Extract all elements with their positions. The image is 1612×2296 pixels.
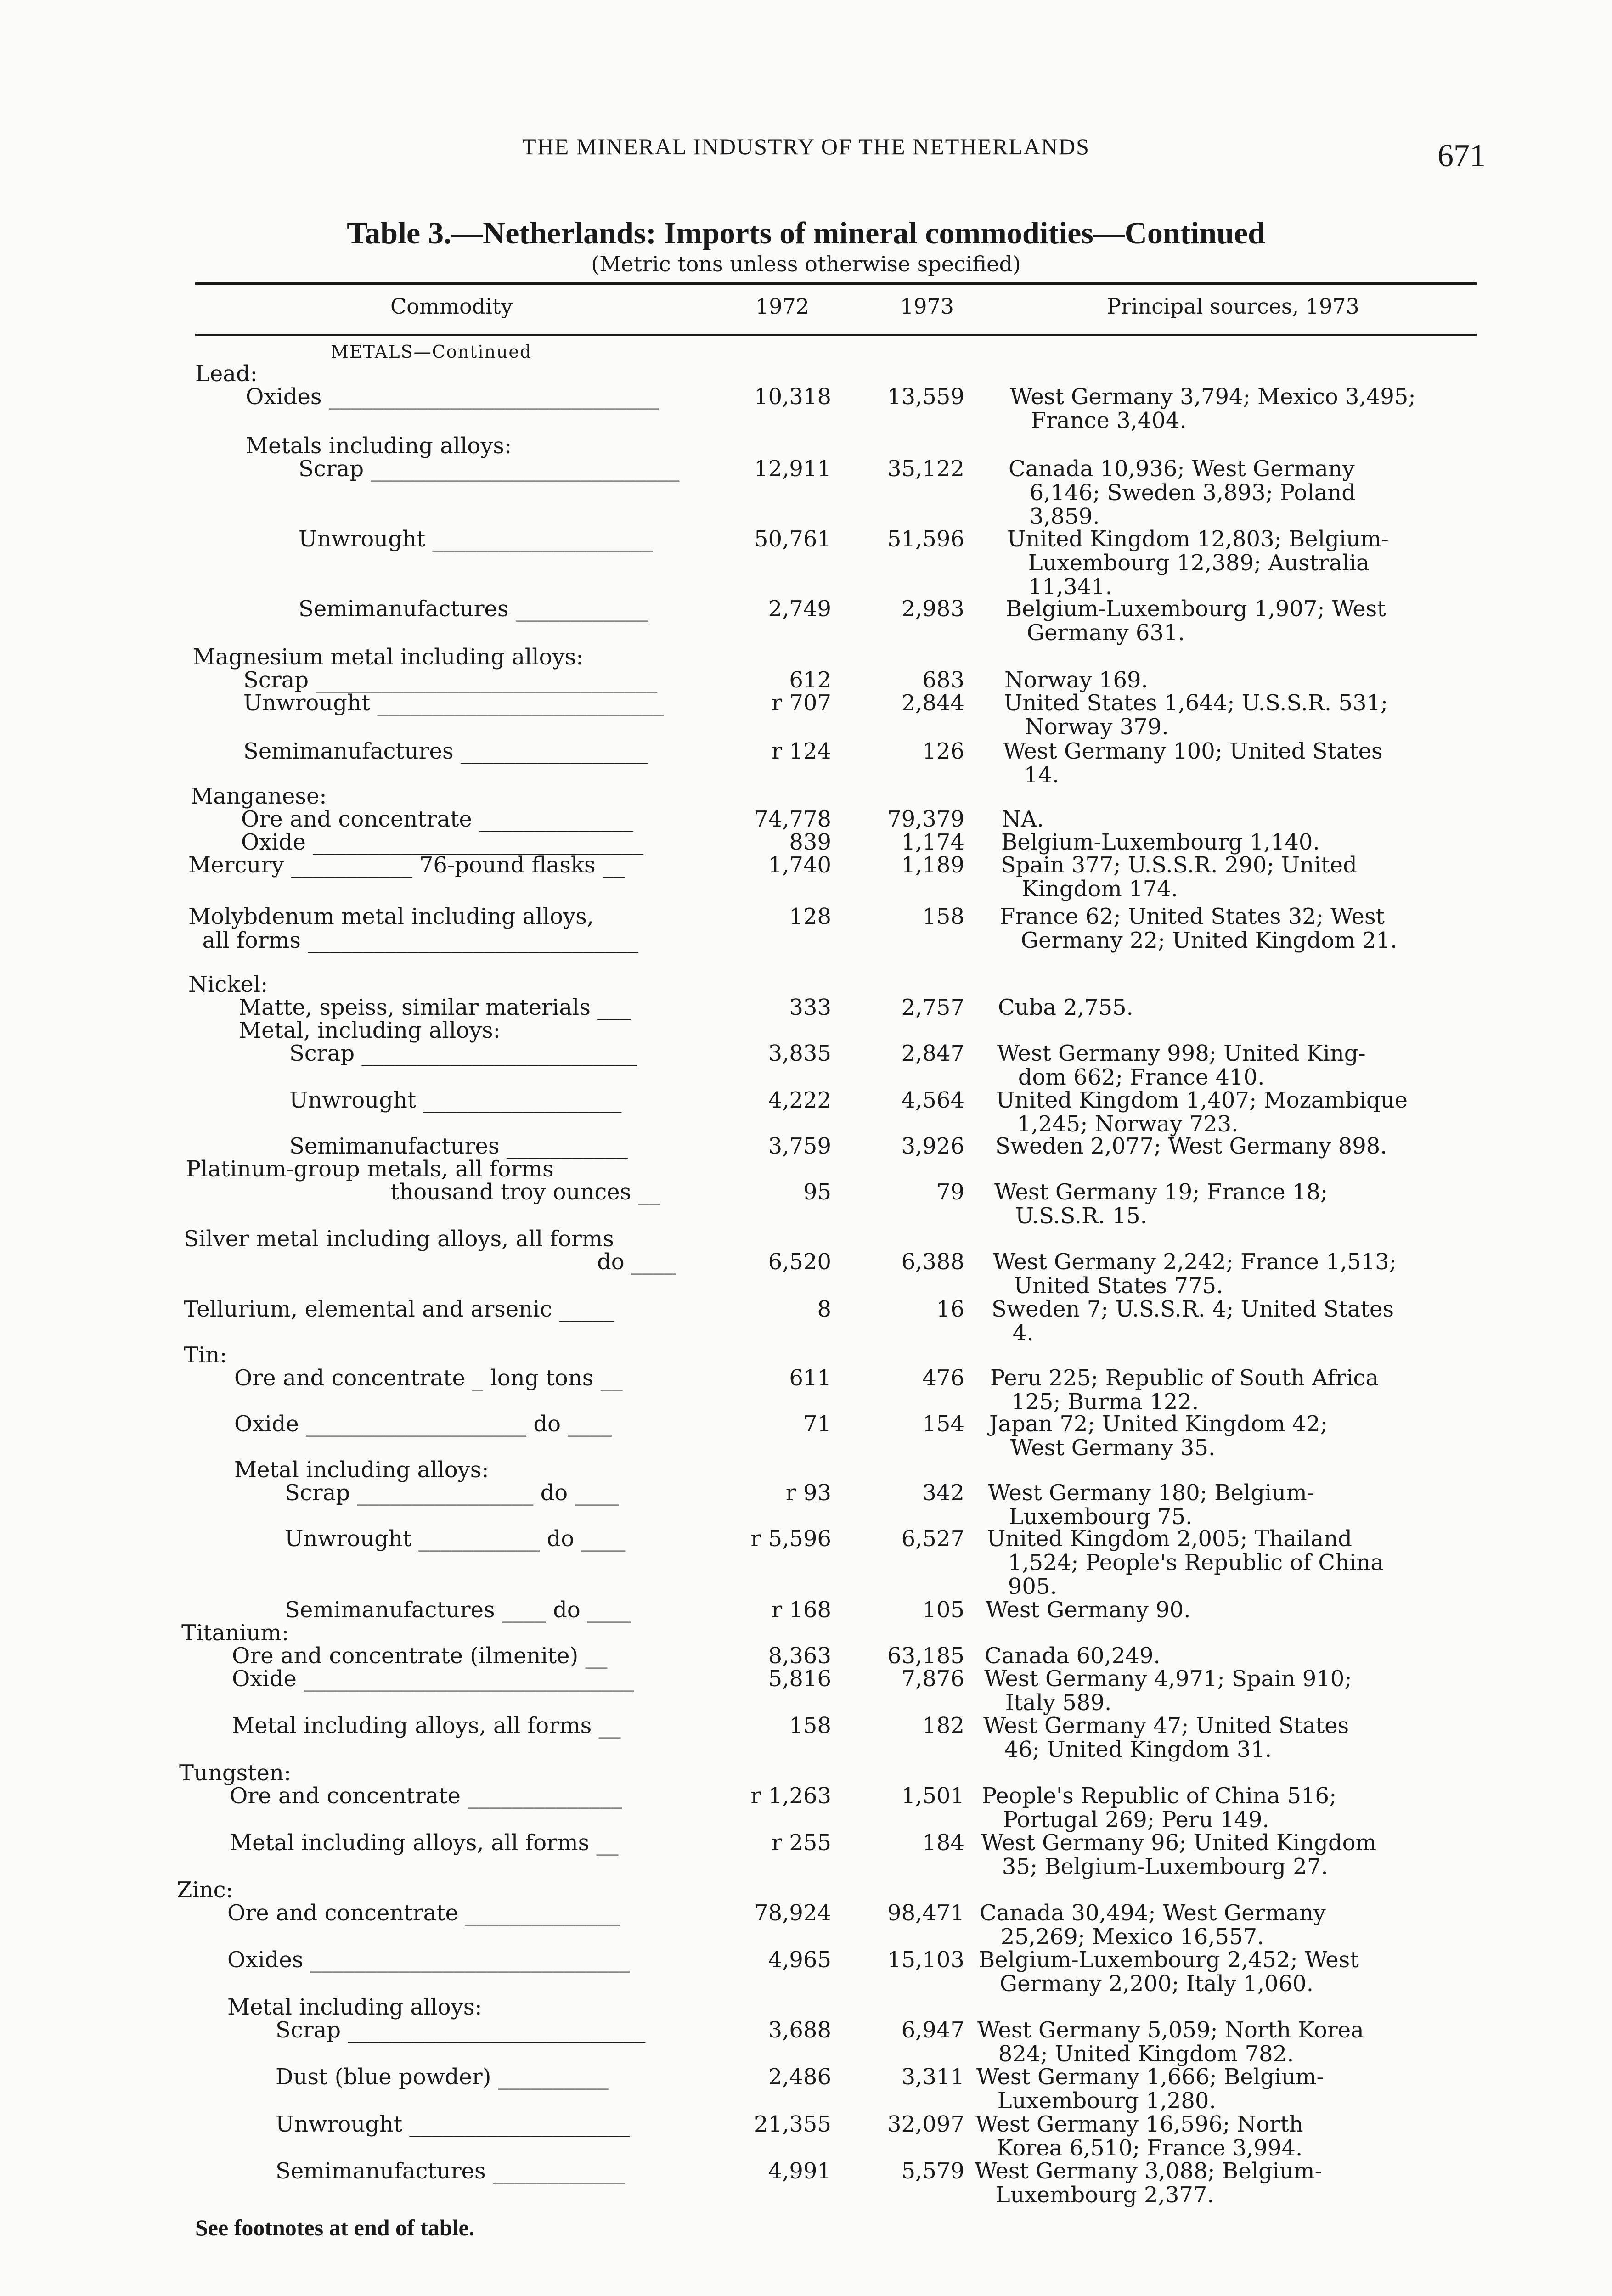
commodity-label: Semimanufactures ____________ — [276, 2158, 625, 2184]
principal-sources: France 62; United States 32; West Germany 22; United Kingdom 21. — [1000, 904, 1398, 953]
value-1972: 4,965 — [768, 1947, 831, 1973]
table-title: Table 3.—Netherlands: Imports of mineral commodities—Continued — [347, 215, 1265, 250]
value-1973: 342 — [922, 1480, 964, 1506]
principal-sources: West Germany 90. — [986, 1597, 1191, 1623]
principal-sources: West Germany 47; United States 46; United Kingdom 31. — [983, 1713, 1349, 1762]
value-1973: 683 — [922, 667, 964, 693]
value-1972: 3,759 — [768, 1133, 831, 1159]
commodity-label: Unwrought __________________ — [289, 1087, 622, 1113]
commodity-label: Metal including alloys, all forms __ — [232, 1713, 621, 1739]
commodity-label: Metal including alloys: — [227, 1994, 482, 2020]
column-header-commodity: Commodity — [390, 294, 513, 319]
principal-sources: United Kingdom 1,407; Mozambique 1,245; Norway 723. — [996, 1087, 1408, 1137]
value-1972: r 93 — [785, 1480, 831, 1506]
commodity-label: Dust (blue powder) __________ — [276, 2064, 609, 2090]
value-1972: 12,911 — [754, 456, 831, 482]
value-1973: 182 — [922, 1713, 964, 1739]
value-1972: 839 — [789, 829, 831, 855]
commodity-label: do ____ — [597, 1249, 676, 1275]
principal-sources: Spain 377; U.S.S.R. 290; United Kingdom 174. — [1001, 852, 1357, 902]
value-1972: 4,991 — [768, 2158, 831, 2184]
value-1972: 2,486 — [768, 2064, 831, 2090]
value-1972: 10,318 — [754, 384, 831, 410]
value-1973: 63,185 — [887, 1643, 964, 1669]
commodity-label: Ore and concentrate (ilmenite) __ — [232, 1643, 608, 1669]
footnote: See footnotes at end of table. — [195, 2215, 475, 2240]
principal-sources: West Germany 3,794; Mexico 3,495; France 3,404. — [1010, 384, 1416, 433]
commodity-label: Scrap _________________________ — [289, 1041, 637, 1066]
commodity-label: Tungsten: — [179, 1760, 291, 1786]
value-1972: 74,778 — [754, 806, 831, 832]
principal-sources: United Kingdom 12,803; Belgium- Luxembourg 12,389; Australia 11,341. — [1007, 526, 1389, 600]
value-1972: 612 — [789, 667, 831, 693]
commodity-label: Titanium: — [181, 1620, 289, 1646]
commodity-label: Semimanufactures ___________ — [289, 1133, 628, 1159]
value-1973: 184 — [922, 1830, 964, 1856]
commodity-label: Scrap ___________________________ — [276, 2017, 646, 2043]
commodity-label: Molybdenum metal including alloys, all forms ______________________________ — [188, 904, 639, 953]
commodity-label: Metal including alloys: — [234, 1457, 489, 1483]
commodity-label: Scrap _______________________________ — [243, 667, 658, 693]
commodity-label: Semimanufactures ____ do ____ — [285, 1597, 631, 1623]
value-1973: 2,844 — [901, 690, 964, 716]
principal-sources: Canada 30,494; West Germany 25,269; Mexico 16,557. — [980, 1900, 1326, 1950]
value-1973: 2,847 — [901, 1041, 964, 1066]
value-1973: 2,757 — [901, 995, 964, 1020]
commodity-label: Metal including alloys, all forms __ — [230, 1830, 619, 1856]
commodity-label: Platinum-group metals, all forms — [186, 1156, 554, 1182]
value-1972: 3,835 — [768, 1041, 831, 1066]
value-1972: 8 — [817, 1296, 831, 1322]
value-1973: 2,983 — [901, 596, 964, 622]
principal-sources: West Germany 5,059; North Korea 824; United Kingdom 782. — [977, 2017, 1364, 2067]
commodity-label: Oxide ______________________________ — [232, 1666, 635, 1692]
value-1972: 333 — [789, 995, 831, 1020]
value-1972: 95 — [803, 1179, 831, 1205]
commodity-label: Metals including alloys: — [246, 433, 512, 459]
value-1972: 128 — [789, 904, 831, 929]
principal-sources: West Germany 100; United States 14. — [1003, 738, 1383, 788]
value-1972: 78,924 — [754, 1900, 831, 1926]
principal-sources: West Germany 4,971; Spain 910; Italy 589. — [984, 1666, 1352, 1716]
value-1973: 16 — [936, 1296, 964, 1322]
principal-sources: West Germany 16,596; North Korea 6,510; France 3,994. — [975, 2111, 1303, 2161]
value-1973: 13,559 — [887, 384, 964, 410]
commodity-label: Tellurium, elemental and arsenic _____ — [184, 1296, 614, 1322]
value-1973: 6,388 — [901, 1249, 964, 1275]
value-1972: 71 — [803, 1411, 831, 1437]
running-header: THE MINERAL INDUSTRY OF THE NETHERLANDS — [522, 134, 1090, 159]
commodity-label: Tin: — [184, 1342, 227, 1368]
table-top-rule — [195, 282, 1477, 285]
column-header-1973: 1973 — [900, 294, 954, 319]
value-1973: 126 — [922, 738, 964, 764]
value-1972: r 124 — [772, 738, 831, 764]
value-1972: 1,740 — [768, 852, 831, 878]
commodity-label: Oxides ______________________________ — [246, 384, 659, 410]
table-subtitle: (Metric tons unless otherwise specified) — [591, 252, 1021, 276]
commodity-label: Oxides _____________________________ — [227, 1947, 630, 1973]
commodity-label: Unwrought ____________________ — [276, 2111, 630, 2137]
commodity-label: Unwrought ___________ do ____ — [285, 1526, 626, 1552]
value-1973: 6,947 — [901, 2017, 964, 2043]
principal-sources: Canada 10,936; West Germany 6,146; Sweden 3,893; Poland 3,859. — [1009, 456, 1356, 529]
principal-sources: NA. — [1002, 806, 1044, 832]
value-1973: 1,174 — [901, 829, 964, 855]
commodity-label: Scrap ________________ do ____ — [285, 1480, 619, 1506]
principal-sources: Belgium-Luxembourg 2,452; West Germany 2,200; Italy 1,060. — [979, 1947, 1359, 1997]
commodity-label: Metal, including alloys: — [239, 1018, 501, 1043]
commodity-label: Silver metal including alloys, all forms — [184, 1226, 614, 1252]
principal-sources: West Germany 96; United Kingdom 35; Belgium-Luxembourg 27. — [981, 1830, 1377, 1880]
commodity-label: Oxide ____________________ do ____ — [234, 1411, 612, 1437]
value-1972: 6,520 — [768, 1249, 831, 1275]
principal-sources: United States 1,644; U.S.S.R. 531; Norway 379. — [1004, 690, 1388, 740]
value-1973: 154 — [922, 1411, 964, 1437]
principal-sources: Peru 225; Republic of South Africa 125; Burma 122. — [990, 1365, 1379, 1415]
value-1972: 3,688 — [768, 2017, 831, 2043]
commodity-label: Unwrought ____________________ — [299, 526, 653, 552]
commodity-label: Semimanufactures ____________ — [299, 596, 648, 622]
column-header-sources: Principal sources, 1973 — [1107, 294, 1359, 319]
value-1973: 79,379 — [887, 806, 964, 832]
principal-sources: West Germany 998; United King- dom 662; France 410. — [997, 1041, 1366, 1090]
value-1972: r 168 — [772, 1597, 831, 1623]
commodity-label: Nickel: — [188, 972, 268, 997]
value-1973: 476 — [922, 1365, 964, 1391]
principal-sources: West Germany 180; Belgium- Luxembourg 75. — [988, 1480, 1314, 1530]
commodity-label: Oxide ______________________________ — [241, 829, 644, 855]
principal-sources: West Germany 19; France 18; U.S.S.R. 15. — [994, 1179, 1328, 1229]
value-1973: 5,579 — [901, 2158, 964, 2184]
value-1973: 1,189 — [901, 852, 964, 878]
principal-sources: West Germany 3,088; Belgium- Luxembourg 2,377. — [975, 2158, 1322, 2208]
value-1972: 50,761 — [754, 526, 831, 552]
commodity-label: Lead: — [195, 361, 258, 387]
commodity-label: Ore and concentrate ______________ — [227, 1900, 620, 1926]
principal-sources: Norway 169. — [1004, 667, 1148, 693]
value-1972: 611 — [789, 1365, 831, 1391]
value-1972: r 707 — [772, 690, 831, 716]
principal-sources: Sweden 7; U.S.S.R. 4; United States 4. — [992, 1296, 1394, 1346]
principal-sources: Japan 72; United Kingdom 42; West Germany 35. — [989, 1411, 1328, 1461]
value-1973: 79 — [936, 1179, 964, 1205]
principal-sources: Belgium-Luxembourg 1,907; West Germany 631. — [1006, 596, 1386, 646]
commodity-label: Ore and concentrate ______________ — [230, 1783, 622, 1809]
value-1973: 98,471 — [887, 1900, 964, 1926]
principal-sources: Canada 60,249. — [985, 1643, 1161, 1669]
value-1972: 21,355 — [754, 2111, 831, 2137]
value-1972: r 1,263 — [750, 1783, 831, 1809]
value-1973: 35,122 — [887, 456, 964, 482]
principal-sources: Belgium-Luxembourg 1,140. — [1001, 829, 1320, 855]
commodity-label: Magnesium metal including alloys: — [193, 644, 584, 670]
value-1973: 51,596 — [887, 526, 964, 552]
value-1973: 3,311 — [901, 2064, 964, 2090]
principal-sources: West Germany 1,666; Belgium- Luxembourg 1,280. — [976, 2064, 1324, 2114]
value-1973: 15,103 — [887, 1947, 964, 1973]
value-1973: 6,527 — [901, 1526, 964, 1552]
commodity-label: Zinc: — [177, 1877, 233, 1903]
commodity-label: Manganese: — [191, 783, 327, 809]
value-1973: 32,097 — [887, 2111, 964, 2137]
value-1972: 158 — [789, 1713, 831, 1739]
commodity-label: Ore and concentrate ______________ — [241, 806, 634, 832]
principal-sources: Cuba 2,755. — [998, 995, 1133, 1020]
commodity-label: Unwrought __________________________ — [243, 690, 664, 716]
commodity-label: METALS—Continued — [331, 342, 532, 362]
value-1972: 2,749 — [768, 596, 831, 622]
value-1972: 4,222 — [768, 1087, 831, 1113]
value-1972: r 255 — [772, 1830, 831, 1856]
value-1973: 7,876 — [901, 1666, 964, 1692]
commodity-label: Ore and concentrate _ long tons __ — [234, 1365, 623, 1391]
principal-sources: United Kingdom 2,005; Thailand 1,524; People's Republic of China 905. — [987, 1526, 1384, 1599]
commodity-label: Semimanufactures _________________ — [243, 738, 648, 764]
value-1973: 1,501 — [901, 1783, 964, 1809]
page-number: 671 — [1437, 138, 1486, 174]
value-1973: 4,564 — [901, 1087, 964, 1113]
value-1973: 105 — [922, 1597, 964, 1623]
commodity-label: Scrap ____________________________ — [299, 456, 680, 482]
table-header-rule — [195, 334, 1477, 336]
value-1973: 3,926 — [901, 1133, 964, 1159]
commodity-label: thousand troy ounces __ — [390, 1179, 660, 1205]
commodity-label: Mercury ___________ 76-pound flasks __ — [188, 852, 625, 878]
value-1972: 5,816 — [768, 1666, 831, 1692]
commodity-label: Matte, speiss, similar materials ___ — [239, 995, 631, 1020]
principal-sources: West Germany 2,242; France 1,513; United States 775. — [993, 1249, 1397, 1299]
principal-sources: People's Republic of China 516; Portugal 269; Peru 149. — [982, 1783, 1337, 1833]
value-1972: 8,363 — [768, 1643, 831, 1669]
column-header-1972: 1972 — [755, 294, 810, 319]
value-1972: r 5,596 — [750, 1526, 831, 1552]
principal-sources: Sweden 2,077; West Germany 898. — [995, 1133, 1387, 1159]
value-1973: 158 — [922, 904, 964, 929]
